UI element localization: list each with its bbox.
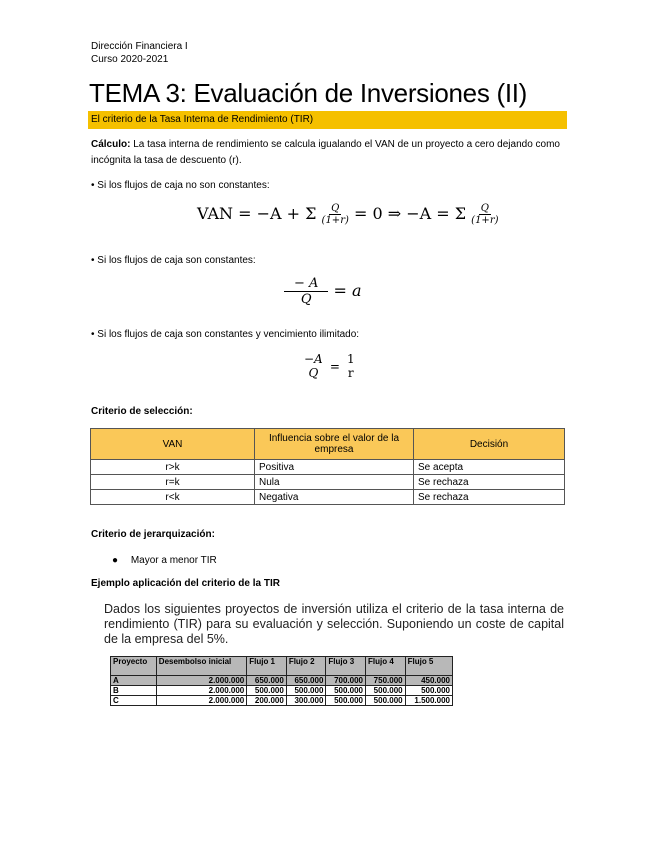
- formula1-left: VAN = −A + Σ: [197, 204, 317, 223]
- proyectos-header-row: [111, 657, 453, 676]
- formula1-den-b: (1+r): [471, 215, 499, 226]
- bullet-constantes: • Si los flujos de caja son constantes:: [91, 255, 256, 266]
- bullet-icon: ●: [112, 555, 119, 566]
- table-row: [111, 696, 453, 706]
- proyecto-flujo1: 650.000: [247, 676, 287, 686]
- proyecto-flujo2: 650.000: [286, 676, 326, 686]
- proyectos-header-flujo3: Flujo 3: [326, 657, 366, 676]
- table-cell-van: r>k: [91, 460, 255, 475]
- proyecto-flujo4: 500.000: [366, 696, 406, 706]
- section-band-label: El criterio de la Tasa Interna de Rendimiento (TIR): [91, 114, 314, 125]
- proyecto-flujo1: 200.000: [247, 696, 287, 706]
- formula1-mid: = 0 ⇒ −A = Σ: [353, 204, 467, 223]
- table-cell-van: r=k: [91, 475, 255, 490]
- proyecto-desembolso: 2.000.000: [156, 696, 246, 706]
- formula2-right: = a: [333, 281, 362, 300]
- table-header-decision: Decisión: [414, 429, 565, 460]
- formula1-fraction-b: [471, 203, 498, 226]
- proyecto-flujo2: 300.000: [286, 696, 326, 706]
- bullet-no-constantes: • Si los flujos de caja no son constantes:: [91, 180, 270, 191]
- formula3-right-fraction: [345, 352, 357, 380]
- formula1-num-a: Q: [331, 203, 340, 214]
- jerarquizacion-item-text: Mayor a menor TIR: [130, 555, 217, 566]
- table-cell-decision: Se acepta: [414, 460, 565, 475]
- proyecto-flujo3: 500.000: [326, 686, 366, 696]
- table-row: [111, 676, 453, 686]
- formula-van-no-constantes: [197, 203, 499, 226]
- table-row: [111, 686, 453, 696]
- proyecto-flujo2: 500.000: [286, 686, 326, 696]
- table-cell-decision: Se rechaza: [414, 475, 565, 490]
- ejemplo-statement: Dados los siguientes proyectos de inversión utiliza el criterio de la tasa interna de rendimiento (TIR) para su evaluación y selección. Suponiendo un coste de capital de la empresa del 5%.: [104, 602, 564, 646]
- table-header-influencia: Influencia sobre el valor de la empresa: [255, 429, 414, 460]
- formula-ilimitado: [302, 352, 357, 380]
- proyecto-flujo4: 500.000: [366, 686, 406, 696]
- table-cell-decision: Se rechaza: [414, 490, 565, 505]
- proyecto-flujo4: 750.000: [366, 676, 406, 686]
- formula1-num-b: Q: [480, 203, 489, 214]
- formula-constantes: [284, 276, 362, 307]
- jerarquizacion-list-item: [112, 553, 590, 569]
- table-cell-influencia: Negativa: [255, 490, 414, 505]
- formula1-den-a: (1+r): [321, 215, 349, 226]
- proyecto-flujo3: 500.000: [326, 696, 366, 706]
- calculo-paragraph: [91, 137, 569, 169]
- formula2-num: − A: [284, 276, 328, 292]
- table-row: [91, 460, 565, 475]
- formula3-left-fraction: [302, 352, 325, 380]
- proyectos-header-flujo4: Flujo 4: [366, 657, 406, 676]
- criterio-seleccion-table: [90, 428, 565, 505]
- header-course-year: Curso 2020-2021: [91, 54, 169, 65]
- criterio-jerarquizacion-label: Criterio de jerarquización:: [91, 529, 215, 540]
- proyecto-id: A: [111, 676, 157, 686]
- criterio-seleccion-label: Criterio de selección:: [91, 406, 193, 417]
- proyecto-flujo1: 500.000: [247, 686, 287, 696]
- proyectos-header-flujo1: Flujo 1: [247, 657, 287, 676]
- table-row: [91, 490, 565, 505]
- proyecto-flujo5: 1.500.000: [405, 696, 452, 706]
- page-title: TEMA 3: Evaluación de Inversiones (II): [89, 78, 528, 108]
- proyectos-table: [110, 656, 453, 706]
- table-header-row: [91, 429, 565, 460]
- proyecto-flujo5: 500.000: [405, 686, 452, 696]
- formula3-num: −A: [304, 352, 323, 366]
- ejemplo-label: Ejemplo aplicación del criterio de la TIR: [91, 578, 280, 589]
- formula3-rden: r: [347, 366, 354, 380]
- proyecto-flujo5: 450.000: [405, 676, 452, 686]
- bullet-constantes-ilimitado: • Si los flujos de caja son constantes y vencimiento ilimitado:: [91, 329, 360, 340]
- table-header-van: VAN: [91, 429, 255, 460]
- proyecto-desembolso: 2.000.000: [156, 686, 246, 696]
- calculo-text: La tasa interna de rendimiento se calcula igualando el VAN de un proyecto a cero dejando como incógnita la tasa de descuento (r).: [91, 139, 560, 166]
- table-cell-van: r<k: [91, 490, 255, 505]
- proyecto-flujo3: 700.000: [326, 676, 366, 686]
- formula2-fraction: [284, 276, 328, 307]
- proyecto-desembolso: 2.000.000: [156, 676, 246, 686]
- formula2-den: Q: [300, 292, 312, 307]
- section-band: [88, 111, 567, 129]
- calculo-label: Cálculo:: [91, 139, 131, 150]
- proyectos-header-proyecto: Proyecto: [111, 657, 157, 676]
- table-cell-influencia: Positiva: [255, 460, 414, 475]
- formula1-fraction-a: [322, 203, 349, 226]
- header-course-name: Dirección Financiera I: [91, 41, 188, 52]
- formula3-eq: =: [329, 359, 340, 374]
- proyectos-header-desembolso: Desembolso inicial: [156, 657, 246, 676]
- formula3-den: Q: [308, 366, 319, 380]
- proyecto-id: B: [111, 686, 157, 696]
- table-row: [91, 475, 565, 490]
- proyectos-header-flujo5: Flujo 5: [405, 657, 452, 676]
- proyecto-id: C: [111, 696, 157, 706]
- table-cell-influencia: Nula: [255, 475, 414, 490]
- proyectos-header-flujo2: Flujo 2: [286, 657, 326, 676]
- formula3-rnum: 1: [346, 352, 355, 366]
